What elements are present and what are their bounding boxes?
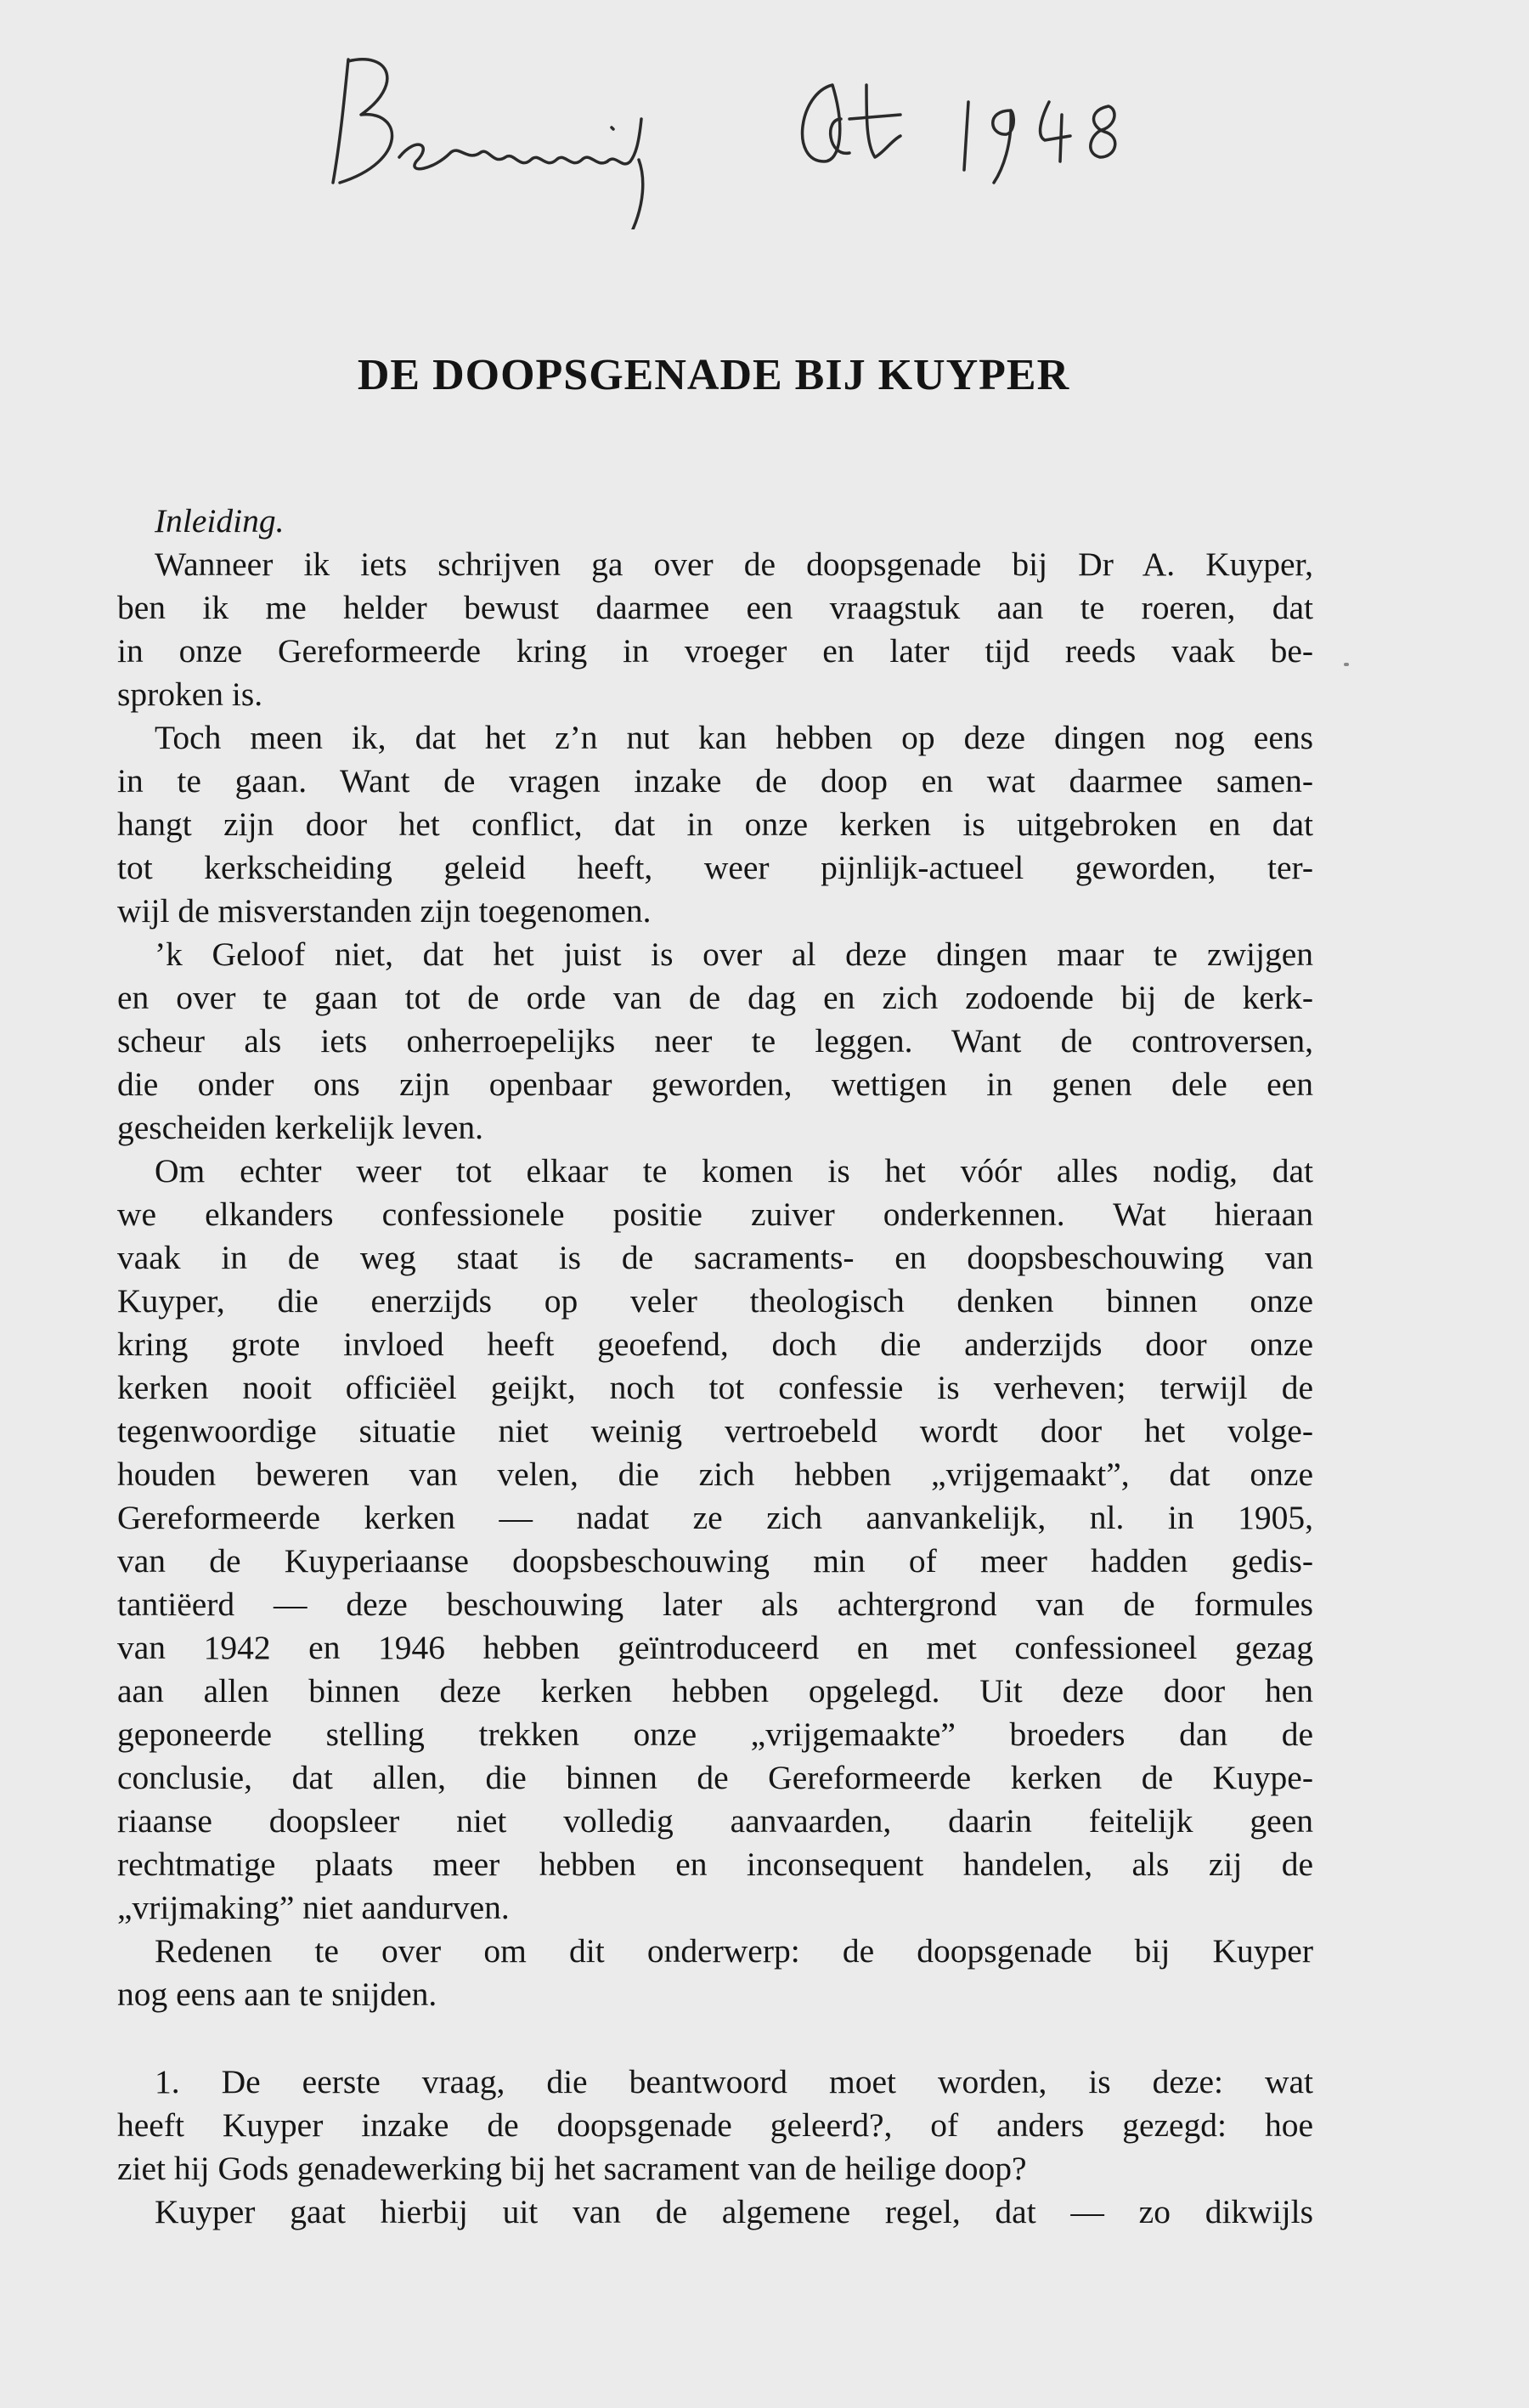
text-line: houden beweren van velen, die zich hebben „vrijgemaakt”, dat onze [117,1456,1313,1493]
text-line: Gereformeerde kerken — nadat ze zich aanvankelijk, nl. in 1905, [117,1499,1313,1536]
text-line: „vrijmaking” niet aandurven. [117,1889,510,1926]
margin-mark [1344,663,1349,666]
text-line: gescheiden kerkelijk leven. [117,1109,484,1146]
text-line: van de Kuyperiaanse doopsbeschouwing min of meer hadden gedis- [117,1542,1313,1580]
text-line: kring grote invloed heeft geoefend, doch die anderzijds door onze [117,1326,1313,1363]
article-body [117,500,1313,2234]
text-line: aan allen binnen deze kerken hebben opgelegd. Uit deze door hen [117,1672,1313,1710]
text-line: vaak in de weg staat is de sacraments- en doopsbeschouwing van [117,1239,1313,1276]
text-line: Kuyper, die enerzijds op veler theologisch denken binnen onze [117,1282,1313,1320]
paragraph-gap [117,2016,1313,2060]
text-line: heeft Kuyper inzake de doopsgenade geleerd?, of anders gezegd: hoe [117,2106,1313,2144]
text-line: tegenwoordige situatie niet weinig vertroebeld wordt door het volge- [117,1412,1313,1450]
text-line: wijl de misverstanden zijn toegenomen. [117,892,652,930]
text-line: 1. De eerste vraag, die beantwoord moet worden, is deze: wat [155,2063,1313,2100]
text-line: Wanneer ik iets schrijven ga over de doopsgenade bij Dr A. Kuyper, [155,545,1313,583]
text-line: tantiëerd — deze beschouwing later als achtergrond van de formules [117,1586,1313,1623]
text-line: die onder ons zijn openbaar geworden, wettigen in genen dele een [117,1066,1313,1103]
text-line: riaanse doopsleer niet volledig aanvaarden, daarin feitelijk geen [117,1802,1313,1840]
text-line: sproken is. [117,675,263,713]
handwriting-signature-image [323,34,1291,229]
text-line: ziet hij Gods genadewerking bij het sacrament van de heilige doop? [117,2150,1027,2187]
text-line: kerken nooit officiëel geijkt, noch tot confessie is verheven; terwijl de [117,1369,1313,1406]
text-line: ben ik me helder bewust daarmee een vraagstuk aan te roeren, dat [117,589,1313,626]
text-line: scheur als iets onherroepelijks neer te leggen. Want de controversen, [117,1022,1313,1060]
text-line: van 1942 en 1946 hebben geïntroduceerd en met confessioneel gezag [117,1629,1313,1666]
text-line: Kuyper gaat hierbij uit van de algemene regel, dat — zo dikwijls [155,2193,1313,2230]
text-line: nog eens aan te snijden. [117,1976,437,2013]
text-line: we elkanders confessionele positie zuiver onderkennen. Wat hieraan [117,1196,1313,1233]
text-line: Toch meen ik, dat het z’n nut kan hebben op deze dingen nog eens [155,719,1313,756]
text-line: Om echter weer tot elkaar te komen is het vóór alles nodig, dat [155,1152,1313,1190]
handwritten-annotation [323,34,1291,229]
text-line: in onze Gereformeerde kring in vroeger en later tijd reeds vaak be- [117,632,1313,670]
text-line: Redenen te over om dit onderwerp: de doopsgenade bij Kuyper [155,1932,1313,1970]
text-line: en over te gaan tot de orde van de dag en zich zodoende bij de kerk- [117,979,1313,1016]
text-line: in te gaan. Want de vragen inzake de doop en wat daarmee samen- [117,762,1313,800]
text-line: geponeerde stelling trekken onze „vrijgemaakte” broeders dan de [117,1716,1313,1753]
page-title: DE DOOPSGENADE BIJ KUYPER [357,351,1070,399]
section-heading: Inleiding. [155,502,285,540]
text-line: conclusie, dat allen, die binnen de Gereformeerde kerken de Kuype- [117,1759,1313,1796]
text-line: ’k Geloof niet, dat het juist is over al deze dingen maar te zwijgen [155,936,1313,973]
text-line: tot kerkscheiding geleid heeft, weer pijnlijk-actueel geworden, ter- [117,849,1313,886]
text-line: rechtmatige plaats meer hebben en inconsequent handelen, als zij de [117,1846,1313,1883]
text-line: hangt zijn door het conflict, dat in onze kerken is uitgebroken en dat [117,805,1313,843]
